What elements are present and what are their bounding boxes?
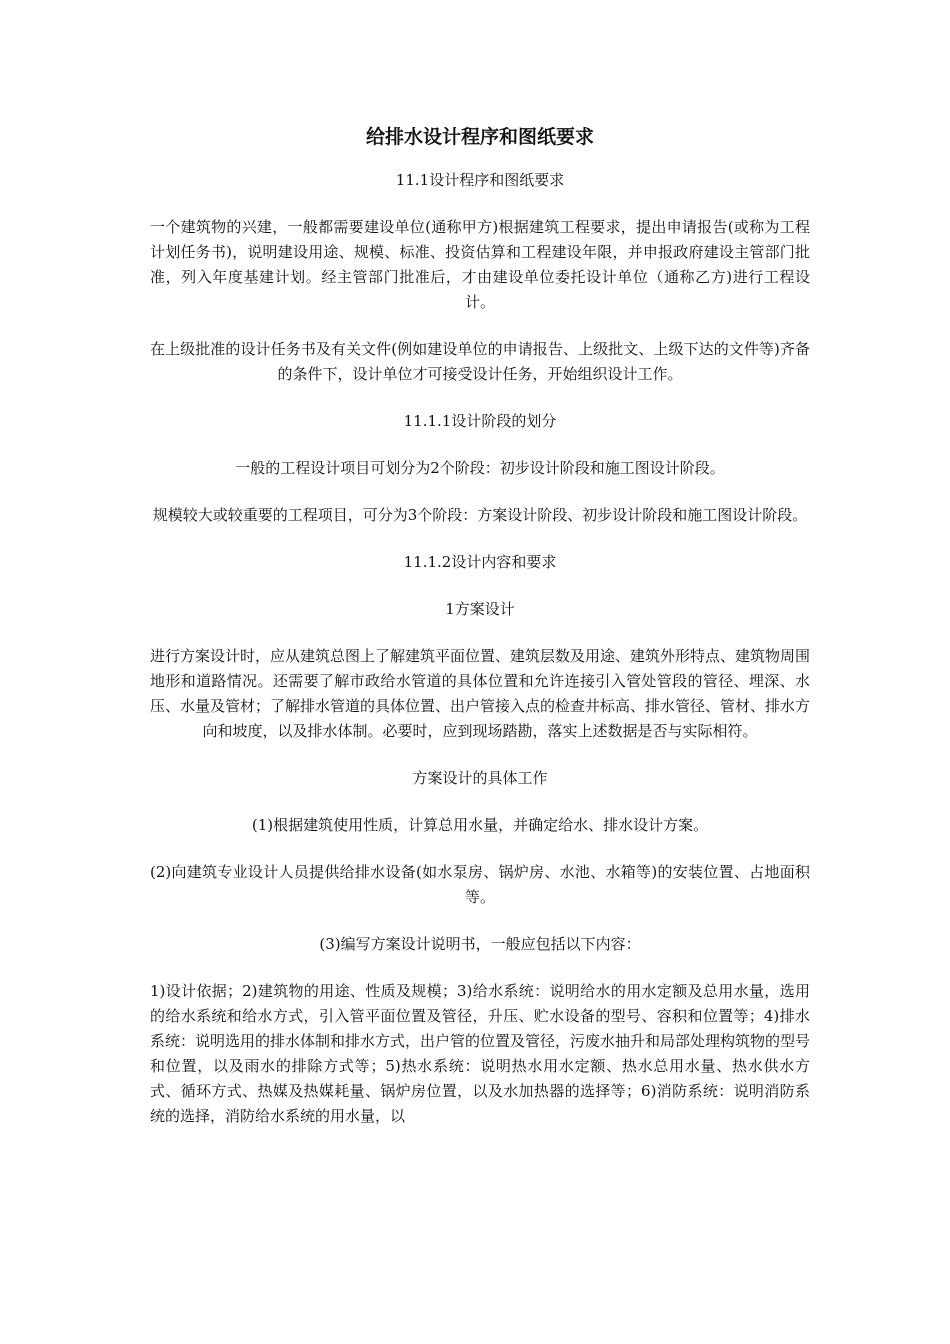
section-heading-11-1: 11.1设计程序和图纸要求 <box>395 171 565 189</box>
list-item-1: (1)根据建筑使用性质，计算总用水量，并确定给水、排水设计方案。 <box>251 816 709 834</box>
document-page <box>150 122 810 1129</box>
paragraph-scheme-description-contents: 1)设计依据；2)建筑物的用途、性质及规模；3)给水系统：说明给水的用水定额及总用水量，选用的给水系统和给水方式，引入管平面位置及管径，升压、贮水设备的型号、容积和位置等；4)排水系统：说明选用的排水体制和排水方式，出户管的位置及管径，污废水抽升和局部处理构筑物的型号和位置，以及雨水的排除方式等；5)热水系统：说明热水用水定额、热水总用水量、热水供水方式、循环方式、热媒及热媒耗量、锅炉房位置，以及水加热器的选择等；6)消防系统：说明消防系统的选择，消防给水系统的用水量，以 <box>150 982 811 1125</box>
paragraph-design-task-conditions: 在上级批准的设计任务书及有关文件(例如建设单位的申请报告、上级批文、上级下达的文件等)齐备的条件下，设计单位才可接受设计任务，开始组织设计工作。 <box>150 340 810 383</box>
paragraph-two-stages: 一般的工程设计项目可划分为2个阶段：初步设计阶段和施工图设计阶段。 <box>235 459 725 477</box>
paragraph-three-stages: 规模较大或较重要的工程项目，可分为3个阶段：方案设计阶段、初步设计阶段和施工图设计阶段。 <box>152 506 808 524</box>
list-item-2: (2)向建筑专业设计人员提供给排水设备(如水泵房、锅炉房、水池、水箱等)的安装位置、占地面积等。 <box>150 863 810 906</box>
section-heading-11-1-1: 11.1.1设计阶段的划分 <box>403 412 557 430</box>
section-heading-11-1-2: 11.1.2设计内容和要求 <box>403 553 557 571</box>
subheading-scheme-design-work: 方案设计的具体工作 <box>412 769 548 787</box>
paragraph-scheme-design-investigation: 进行方案设计时，应从建筑总图上了解建筑平面位置、建筑层数及用途、建筑外形特点、建筑物周围地形和道路情况。还需要了解市政给水管道的具体位置和允许连接引入管处管段的管径、埋深、水压、水量及管材；了解排水管道的具体位置、出户管接入点的检查井标高、排水管径、管材、排水方向和坡度，以及排水体制。必要时，应到现场踏勘，落实上述数据是否与实际相符。 <box>150 647 811 740</box>
document-title: 给排水设计程序和图纸要求 <box>365 126 594 148</box>
list-item-3: (3)编写方案设计说明书，一般应包括以下内容： <box>319 935 641 953</box>
subheading-scheme-design: 1方案设计 <box>445 600 515 618</box>
paragraph-project-initiation: 一个建筑物的兴建，一般都需要建设单位(通称甲方)根据建筑工程要求，提出申请报告(或称为工程计划任务书)，说明建设用途、规模、标准、投资估算和工程建设年限，并申报政府建设主管部门批准，列入年度基建计划。经主管部门批准后，才由建设单位委托设计单位（通称乙方)进行工程设计。 <box>150 218 810 311</box>
